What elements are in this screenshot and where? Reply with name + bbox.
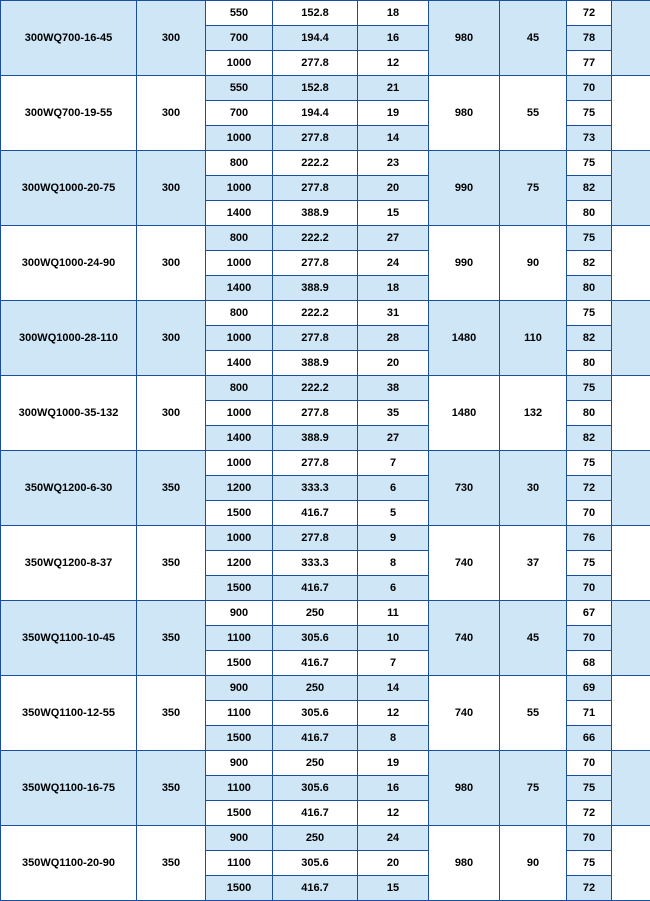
- cell-efficiency: 69: [567, 676, 612, 701]
- cell-flow-m3h: 1000: [206, 326, 273, 351]
- cell-blank: [612, 226, 650, 301]
- cell-speed: 990: [429, 226, 500, 301]
- cell-efficiency: 82: [567, 426, 612, 451]
- cell-speed: 980: [429, 826, 500, 901]
- cell-head: 20: [358, 176, 429, 201]
- cell-flow-m3h: 1100: [206, 701, 273, 726]
- cell-flow-ls: 277.8: [273, 451, 358, 476]
- cell-head: 20: [358, 351, 429, 376]
- cell-flow-ls: 333.3: [273, 551, 358, 576]
- cell-flow-ls: 277.8: [273, 176, 358, 201]
- cell-flow-ls: 250: [273, 751, 358, 776]
- cell-flow-ls: 277.8: [273, 401, 358, 426]
- cell-flow-m3h: 900: [206, 601, 273, 626]
- table-row: [1, 451, 650, 476]
- cell-flow-m3h: 1000: [206, 526, 273, 551]
- table-row: [1, 376, 650, 401]
- cell-flow-m3h: 1000: [206, 401, 273, 426]
- cell-blank: [612, 601, 650, 676]
- cell-flow-ls: 416.7: [273, 726, 358, 751]
- cell-flow-ls: 388.9: [273, 351, 358, 376]
- cell-flow-m3h: 1000: [206, 176, 273, 201]
- cell-flow-m3h: 1000: [206, 251, 273, 276]
- cell-blank: [612, 151, 650, 226]
- cell-flow-m3h: 1400: [206, 276, 273, 301]
- cell-efficiency: 82: [567, 326, 612, 351]
- cell-head: 31: [358, 301, 429, 326]
- cell-blank: [612, 751, 650, 826]
- cell-flow-ls: 222.2: [273, 376, 358, 401]
- cell-head: 6: [358, 476, 429, 501]
- cell-head: 11: [358, 601, 429, 626]
- cell-flow-m3h: 800: [206, 376, 273, 401]
- cell-blank: [612, 301, 650, 376]
- cell-efficiency: 80: [567, 276, 612, 301]
- cell-head: 14: [358, 676, 429, 701]
- cell-head: 5: [358, 501, 429, 526]
- cell-speed: 1480: [429, 301, 500, 376]
- cell-efficiency: 68: [567, 651, 612, 676]
- cell-flow-ls: 194.4: [273, 101, 358, 126]
- cell-head: 14: [358, 126, 429, 151]
- cell-head: 27: [358, 426, 429, 451]
- cell-flow-ls: 152.8: [273, 1, 358, 26]
- cell-bore: 350: [137, 601, 206, 676]
- cell-flow-m3h: 800: [206, 301, 273, 326]
- cell-efficiency: 70: [567, 501, 612, 526]
- cell-efficiency: 67: [567, 601, 612, 626]
- cell-efficiency: 75: [567, 301, 612, 326]
- table-row: [1, 1, 650, 26]
- cell-efficiency: 82: [567, 251, 612, 276]
- cell-head: 15: [358, 876, 429, 901]
- table-row: [1, 526, 650, 551]
- cell-flow-m3h: 1500: [206, 801, 273, 826]
- cell-flow-m3h: 900: [206, 751, 273, 776]
- cell-flow-m3h: 1000: [206, 126, 273, 151]
- cell-bore: 350: [137, 526, 206, 601]
- cell-head: 7: [358, 451, 429, 476]
- cell-bore: 300: [137, 226, 206, 301]
- cell-head: 6: [358, 576, 429, 601]
- cell-flow-m3h: 1200: [206, 476, 273, 501]
- cell-flow-m3h: 1000: [206, 51, 273, 76]
- cell-blank: [612, 451, 650, 526]
- cell-flow-m3h: 1200: [206, 551, 273, 576]
- cell-head: 15: [358, 201, 429, 226]
- cell-flow-m3h: 1500: [206, 501, 273, 526]
- cell-flow-m3h: 1500: [206, 876, 273, 901]
- table-row: [1, 76, 650, 101]
- cell-bore: 300: [137, 376, 206, 451]
- cell-model: 300WQ1000-24-90: [1, 226, 137, 301]
- cell-flow-m3h: 550: [206, 1, 273, 26]
- cell-efficiency: 82: [567, 176, 612, 201]
- cell-head: 12: [358, 801, 429, 826]
- cell-speed: 1480: [429, 376, 500, 451]
- cell-efficiency: 80: [567, 201, 612, 226]
- cell-bore: 350: [137, 826, 206, 901]
- cell-head: 19: [358, 101, 429, 126]
- cell-head: 8: [358, 551, 429, 576]
- cell-blank: [612, 526, 650, 601]
- cell-model: 350WQ1200-6-30: [1, 451, 137, 526]
- cell-flow-ls: 277.8: [273, 126, 358, 151]
- cell-model: 350WQ1100-16-75: [1, 751, 137, 826]
- cell-efficiency: 75: [567, 551, 612, 576]
- cell-efficiency: 75: [567, 376, 612, 401]
- cell-speed: 740: [429, 526, 500, 601]
- cell-blank: [612, 376, 650, 451]
- cell-speed: 980: [429, 76, 500, 151]
- cell-flow-m3h: 1500: [206, 651, 273, 676]
- cell-power: 90: [500, 826, 567, 901]
- cell-bore: 350: [137, 676, 206, 751]
- cell-flow-m3h: 1500: [206, 576, 273, 601]
- cell-flow-ls: 416.7: [273, 501, 358, 526]
- cell-power: 45: [500, 601, 567, 676]
- cell-bore: 300: [137, 76, 206, 151]
- cell-blank: [612, 826, 650, 901]
- cell-flow-ls: 250: [273, 601, 358, 626]
- cell-flow-ls: 222.2: [273, 301, 358, 326]
- cell-efficiency: 78: [567, 26, 612, 51]
- cell-model: 300WQ1000-20-75: [1, 151, 137, 226]
- cell-head: 12: [358, 701, 429, 726]
- cell-efficiency: 70: [567, 626, 612, 651]
- cell-speed: 740: [429, 601, 500, 676]
- cell-blank: [612, 676, 650, 751]
- cell-model: 300WQ1000-28-110: [1, 301, 137, 376]
- cell-efficiency: 72: [567, 476, 612, 501]
- cell-efficiency: 70: [567, 826, 612, 851]
- cell-efficiency: 80: [567, 401, 612, 426]
- cell-model: 300WQ1000-35-132: [1, 376, 137, 451]
- cell-flow-ls: 305.6: [273, 701, 358, 726]
- cell-head: 38: [358, 376, 429, 401]
- cell-flow-ls: 388.9: [273, 426, 358, 451]
- cell-flow-m3h: 1500: [206, 726, 273, 751]
- cell-bore: 350: [137, 451, 206, 526]
- cell-head: 8: [358, 726, 429, 751]
- cell-efficiency: 72: [567, 801, 612, 826]
- cell-efficiency: 76: [567, 526, 612, 551]
- cell-head: 24: [358, 826, 429, 851]
- cell-head: 16: [358, 26, 429, 51]
- cell-head: 10: [358, 626, 429, 651]
- cell-model: 300WQ700-16-45: [1, 1, 137, 76]
- cell-efficiency: 66: [567, 726, 612, 751]
- cell-power: 75: [500, 751, 567, 826]
- cell-head: 24: [358, 251, 429, 276]
- cell-flow-ls: 277.8: [273, 526, 358, 551]
- cell-head: 9: [358, 526, 429, 551]
- cell-head: 27: [358, 226, 429, 251]
- cell-flow-ls: 194.4: [273, 26, 358, 51]
- cell-model: 350WQ1100-20-90: [1, 826, 137, 901]
- cell-flow-ls: 416.7: [273, 876, 358, 901]
- cell-flow-m3h: 1400: [206, 351, 273, 376]
- cell-flow-ls: 250: [273, 826, 358, 851]
- cell-model: 350WQ1200-8-37: [1, 526, 137, 601]
- cell-power: 45: [500, 1, 567, 76]
- cell-efficiency: 71: [567, 701, 612, 726]
- table-row: [1, 226, 650, 251]
- cell-head: 23: [358, 151, 429, 176]
- cell-flow-ls: 416.7: [273, 576, 358, 601]
- cell-power: 132: [500, 376, 567, 451]
- cell-flow-m3h: 1100: [206, 626, 273, 651]
- cell-bore: 300: [137, 1, 206, 76]
- cell-speed: 730: [429, 451, 500, 526]
- cell-flow-ls: 152.8: [273, 76, 358, 101]
- cell-efficiency: 72: [567, 876, 612, 901]
- cell-efficiency: 70: [567, 76, 612, 101]
- cell-efficiency: 70: [567, 576, 612, 601]
- cell-flow-ls: 305.6: [273, 851, 358, 876]
- cell-model: 300WQ700-19-55: [1, 76, 137, 151]
- cell-flow-ls: 388.9: [273, 201, 358, 226]
- cell-head: 28: [358, 326, 429, 351]
- cell-flow-m3h: 1100: [206, 776, 273, 801]
- cell-efficiency: 77: [567, 51, 612, 76]
- cell-efficiency: 80: [567, 351, 612, 376]
- cell-efficiency: 75: [567, 151, 612, 176]
- cell-flow-ls: 416.7: [273, 651, 358, 676]
- cell-efficiency: 75: [567, 851, 612, 876]
- cell-speed: 980: [429, 1, 500, 76]
- cell-flow-m3h: 900: [206, 676, 273, 701]
- table-row: [1, 301, 650, 326]
- cell-efficiency: 75: [567, 776, 612, 801]
- cell-flow-ls: 277.8: [273, 251, 358, 276]
- cell-flow-ls: 388.9: [273, 276, 358, 301]
- cell-bore: 350: [137, 751, 206, 826]
- cell-head: 35: [358, 401, 429, 426]
- cell-model: 350WQ1100-12-55: [1, 676, 137, 751]
- cell-efficiency: 75: [567, 226, 612, 251]
- cell-head: 18: [358, 1, 429, 26]
- cell-flow-m3h: 1000: [206, 451, 273, 476]
- cell-efficiency: 70: [567, 751, 612, 776]
- cell-flow-ls: 333.3: [273, 476, 358, 501]
- cell-flow-m3h: 1400: [206, 426, 273, 451]
- cell-speed: 990: [429, 151, 500, 226]
- cell-flow-ls: 305.6: [273, 776, 358, 801]
- cell-flow-ls: 305.6: [273, 626, 358, 651]
- cell-bore: 300: [137, 301, 206, 376]
- table-row: [1, 826, 650, 851]
- cell-flow-ls: 277.8: [273, 51, 358, 76]
- cell-flow-ls: 416.7: [273, 801, 358, 826]
- cell-power: 75: [500, 151, 567, 226]
- table-row: [1, 676, 650, 701]
- cell-head: 7: [358, 651, 429, 676]
- cell-flow-ls: 222.2: [273, 151, 358, 176]
- cell-power: 55: [500, 676, 567, 751]
- cell-flow-m3h: 550: [206, 76, 273, 101]
- cell-power: 90: [500, 226, 567, 301]
- cell-flow-ls: 277.8: [273, 326, 358, 351]
- cell-head: 18: [358, 276, 429, 301]
- cell-head: 19: [358, 751, 429, 776]
- cell-efficiency: 73: [567, 126, 612, 151]
- cell-head: 21: [358, 76, 429, 101]
- cell-blank: [612, 76, 650, 151]
- cell-flow-ls: 222.2: [273, 226, 358, 251]
- cell-power: 110: [500, 301, 567, 376]
- cell-head: 16: [358, 776, 429, 801]
- cell-flow-m3h: 1400: [206, 201, 273, 226]
- cell-efficiency: 75: [567, 451, 612, 476]
- cell-efficiency: 72: [567, 1, 612, 26]
- table-row: [1, 601, 650, 626]
- cell-flow-m3h: 700: [206, 26, 273, 51]
- cell-blank: [612, 1, 650, 76]
- cell-efficiency: 75: [567, 101, 612, 126]
- cell-model: 350WQ1100-10-45: [1, 601, 137, 676]
- cell-power: 30: [500, 451, 567, 526]
- cell-power: 55: [500, 76, 567, 151]
- cell-power: 37: [500, 526, 567, 601]
- cell-speed: 740: [429, 676, 500, 751]
- cell-flow-m3h: 1100: [206, 851, 273, 876]
- cell-head: 20: [358, 851, 429, 876]
- cell-flow-m3h: 800: [206, 226, 273, 251]
- cell-bore: 300: [137, 151, 206, 226]
- table-row: [1, 151, 650, 176]
- cell-head: 12: [358, 51, 429, 76]
- cell-flow-ls: 250: [273, 676, 358, 701]
- cell-flow-m3h: 900: [206, 826, 273, 851]
- cell-flow-m3h: 800: [206, 151, 273, 176]
- cell-speed: 980: [429, 751, 500, 826]
- cell-flow-m3h: 700: [206, 101, 273, 126]
